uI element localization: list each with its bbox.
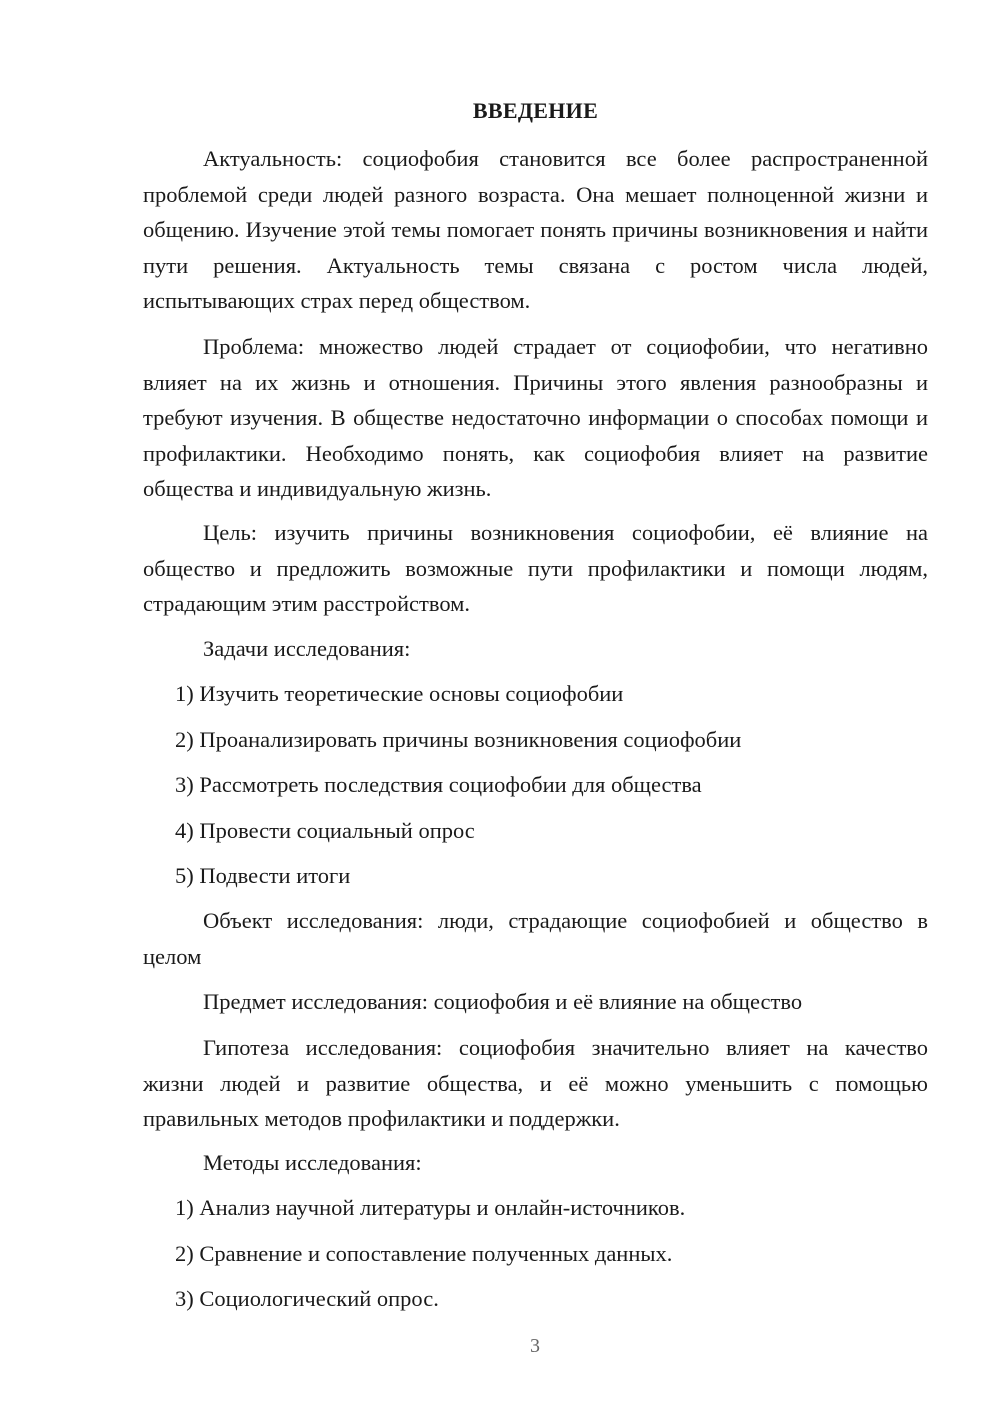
task-item-3: 3) Рассмотреть последствия социофобии для общества bbox=[175, 772, 702, 797]
task-item-5: 5) Подвести итоги bbox=[175, 863, 351, 888]
methods-heading: Методы исследования: bbox=[203, 1150, 422, 1175]
subject-line: Предмет исследования: социофобия и её влияние на общество bbox=[203, 989, 803, 1014]
goal-paragraph: Цель: изучить причины возникновения социофобии, её влияние на общество и предложить возможные пути профилактики и помощи людям, страдающим этим расстройством. bbox=[143, 520, 928, 616]
section-title: ВВЕДЕНИЕ bbox=[472, 98, 599, 123]
task-item-2: 2) Проанализировать причины возникновения социофобии bbox=[175, 727, 742, 752]
problem-paragraph: Проблема: множество людей страдает от социофобии, что негативно влияет на их жизнь и отношения. Причины этого явления разнообразны и требуют изучения. В обществе недостаточно информации о способах помощи и профилактики. Необходимо понять, как социофобия влияет на развитие общества и индивидуальную жизнь. bbox=[143, 334, 928, 501]
relevance-paragraph: Актуальность: социофобия становится все более распространенной проблемой среди людей разного возраста. Она мешает полноценной жизни и общению. Изучение этой темы помогает понять причины возникновения и найти пути решения. Актуальность темы связана с ростом числа людей, испытывающих страх перед обществом. bbox=[143, 146, 928, 313]
method-item-1: 1) Анализ научной литературы и онлайн-источников. bbox=[175, 1195, 686, 1220]
method-item-3: 3) Социологический опрос. bbox=[175, 1286, 439, 1311]
task-item-1: 1) Изучить теоретические основы социофобии bbox=[175, 681, 624, 706]
method-item-2: 2) Сравнение и сопоставление полученных данных. bbox=[175, 1241, 673, 1266]
tasks-heading: Задачи исследования: bbox=[203, 636, 411, 661]
page-number: 3 bbox=[530, 1335, 540, 1357]
hypothesis-paragraph: Гипотеза исследования: социофобия значительно влияет на качество жизни людей и развитие общества, и её можно уменьшить с помощью правильных методов профилактики и поддержки. bbox=[143, 1035, 928, 1131]
task-item-4: 4) Провести социальный опрос bbox=[175, 818, 475, 843]
object-paragraph: Объект исследования: люди, страдающие социофобией и общество в целом bbox=[143, 908, 928, 969]
